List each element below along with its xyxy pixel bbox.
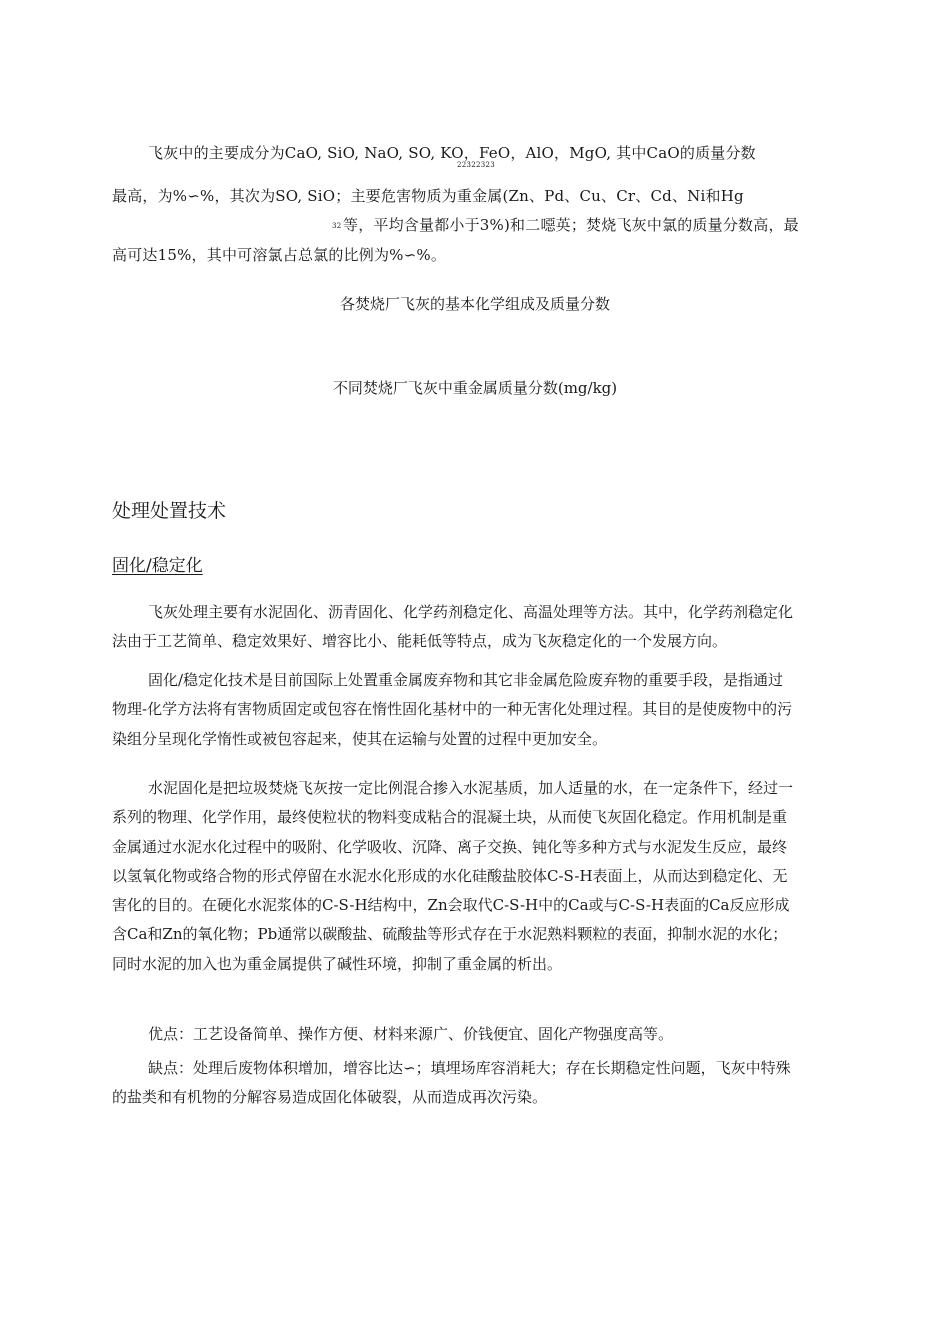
table-caption-composition: 各焚烧厂飞灰的基本化学组成及质量分数 [339, 295, 610, 313]
paragraph-line: 染组分呈现化学惰性或被包容起来，使其在运输与处置的过程中更加安全。 [112, 729, 608, 748]
paragraph-line: 金属通过水泥水化过程中的吸附、化学吸收、沉降、离子交换、钝化等多种方式与水泥发生反应，最终 [112, 837, 788, 856]
paragraph-line: 缺点：处理后废物体积增加，增容比达∽；填埋场库容消耗大；存在长期稳定性问题，飞灰中特殊 [148, 1059, 791, 1077]
paragraph-line: 系列的物理、化学作用，最终使粒状的物料变成粘合的混凝土块，从而使飞灰固化稳定。作用机制是重 [112, 808, 788, 827]
section-heading: 处理处置技术 [112, 500, 227, 522]
paragraph-line: 的盐类和有机物的分解容易造成固化体破裂，从而造成再次污染。 [112, 1088, 548, 1107]
paragraph-line: 固化/稳定化技术是目前国际上处置重金属废弃物和其它非金属危险废弃物的重要手段，是指通过 [148, 671, 784, 689]
paragraph-line: 含Ca和Zn的氧化物；Pb通常以碳酸盐、硫酸盐等形式存在于水泥熟料颗粒的表面，抑制水泥的水化； [112, 925, 788, 944]
intro-line-1: 飞灰中的主要成分为CaO, SiO, NaO, SO, KO，FeO，AlO，MgO, 其中CaO的质量分数 [148, 144, 756, 162]
intro-line-3: 等，平均含量都小于3%)和二噁英；焚烧飞灰中氯的质量分数高，最 [343, 216, 799, 234]
paragraph-line: 法由于工艺简单、稳定效果好、增容比小、能耗低等特点，成为飞灰稳定化的一个发展方向。 [112, 632, 728, 651]
paragraph-line: 水泥固化是把垃圾焚烧飞灰按一定比例混合掺入水泥基质，加人适量的水，在一定条件下，经过一 [148, 779, 794, 797]
intro-line-4: 高可达15%，其中可溶氯占总氯的比例为%∽%。 [112, 246, 447, 264]
paragraph-cement-solidification [112, 774, 842, 979]
paragraph-solidification-definition [112, 666, 842, 754]
intro-line-3-subscript: 32 [332, 222, 342, 230]
intro-line-2: 最高，为%∽%，其次为SO, SiO；主要危害物质为重金属(Zn、Pd、Cu、Cr、Cd、Ni和Hg [112, 187, 744, 205]
paragraph-line: 飞灰处理主要有水泥固化、沥青固化、化学药剂稳定化、高温处理等方法。其中，化学药剂稳定化 [148, 603, 794, 621]
subsection-heading: 固化/稳定化 [112, 556, 203, 576]
paragraph-advantages [112, 1020, 842, 1049]
paragraph-line: 物理-化学方法将有害物质固定或包容在惰性固化基材中的一种无害化处理过程。其目的是使废物中的污 [112, 700, 793, 719]
paragraph-line: 同时水泥的加入也为重金属提供了碱性环境，抑制了重金属的析出。 [112, 954, 563, 973]
paragraph-treatment-methods [112, 598, 842, 657]
table-caption-heavy-metals: 不同焚烧厂飞灰中重金属质量分数(mg/kg) [332, 379, 618, 397]
intro-line-1-subscript: 22322323 [457, 161, 496, 169]
paragraph-line: 害化的目的。在硬化水泥浆体的C-S-H结构中，Zn会取代C-S-H中的Ca或与C-S-H表面的Ca反应形成 [112, 896, 790, 915]
paragraph-line: 以氢氧化物或络合物的形式停留在水泥水化形成的水化硅酸盐胶体C-S-H表面上，从而达到稳定化、无 [112, 866, 788, 885]
paragraph-disadvantages [112, 1054, 842, 1113]
paragraph-line: 优点：工艺设备简单、操作方便、材料来源广、价钱便宜、固化产物强度高等。 [148, 1025, 674, 1043]
